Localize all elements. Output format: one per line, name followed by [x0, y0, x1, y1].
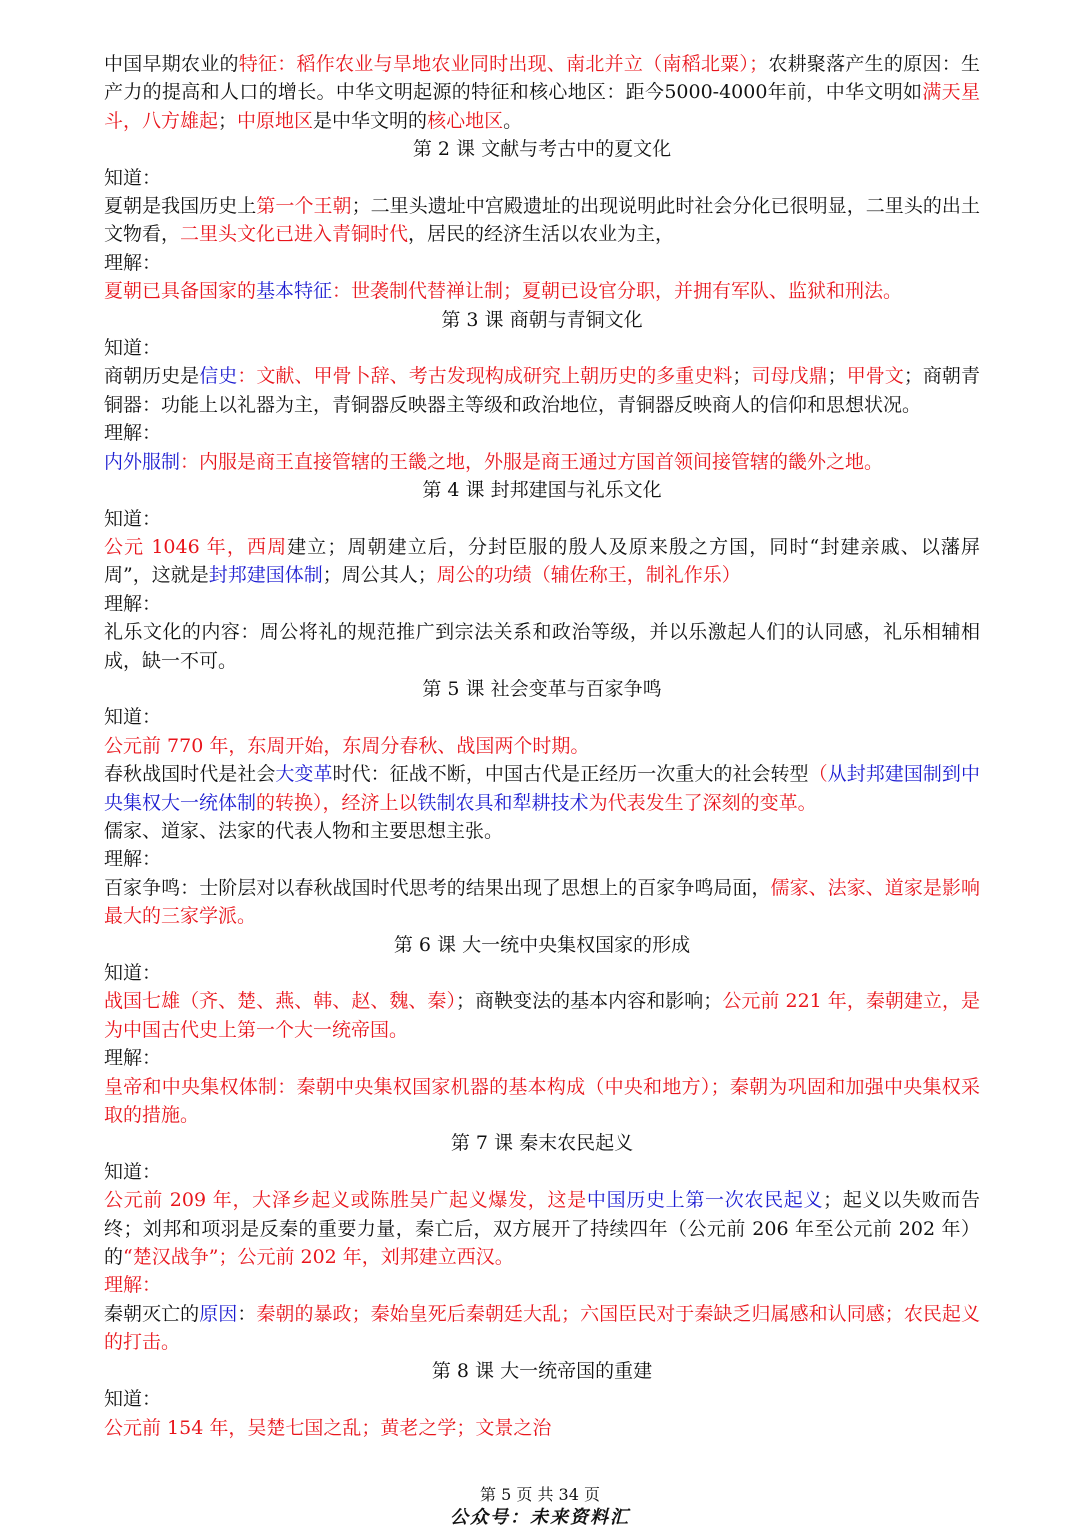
- highlight-red: ：内服是商王直接管辖的王畿之地，外服是商王通过方国首领间接管辖的畿外之地。: [180, 450, 884, 473]
- highlight-blue: 中国历史上第一次农民起义: [586, 1189, 824, 1212]
- text-run: ；: [732, 365, 752, 388]
- highlight-red: 公元前 209 年，大泽乡起义或陈胜吴广起义爆发，这是: [104, 1189, 587, 1212]
- text-run: ；周公其人；: [322, 564, 437, 587]
- highlight-red: 核心地区: [427, 109, 504, 132]
- know-label: 知道：: [104, 706, 162, 729]
- lesson6-know-paragraph: [104, 987, 980, 1044]
- lesson-title: 第 7 课 秦末农民起义: [450, 1132, 634, 1155]
- highlight-red: 为代表发生了深刻的变革。: [588, 791, 817, 814]
- text-run: ；起义以失败而告终；刘邦和项羽是反秦的重要力量，秦亡后，双方展开了持续四年（公元前 206 年至公元前 202 年）的: [104, 1189, 980, 1269]
- text-run: 中国早期农业的: [104, 53, 239, 75]
- highlight-red: 战国七雄（齐、楚、燕、韩、赵、魏、秦）: [104, 990, 456, 1013]
- text-run: 商朝历史是: [104, 365, 200, 388]
- text-run: ：: [237, 1302, 257, 1325]
- understand-label: 理解：: [104, 251, 162, 274]
- text-run: ；商朝青铜器：功能上以礼器为主，青铜器反映器主等级和政治地位，青铜器反映商人的信仰和思想状况。: [104, 365, 980, 416]
- lesson-title: 第 5 课 社会变革与百家争鸣: [422, 677, 662, 700]
- highlight-red: 特征：: [238, 53, 297, 75]
- text-run: ；二里头遗址中宫殿遗址的出现说明此时社会分化已很明显，二里头的出土文物看，: [104, 195, 980, 246]
- highlight-blue: 大变革: [275, 763, 333, 786]
- highlight-red: 周公的功绩（辅佐称王，制礼作乐）: [436, 564, 741, 587]
- know-label: 知道：: [104, 166, 162, 189]
- lesson7-understand-paragraph: [104, 1300, 980, 1357]
- highlight-red: 满天星斗，八方雄起: [104, 81, 980, 132]
- text-run: 。: [503, 109, 523, 132]
- highlight-red: 第一个王朝: [256, 195, 352, 218]
- highlight-red: 秦朝的暴政；秦始皇死后秦朝廷大乱；六国臣民对于秦缺乏归属感和认同感；农民起义的打击。: [104, 1302, 980, 1354]
- know-label: 知道：: [104, 1160, 162, 1183]
- lesson5-understand-paragraph: [104, 874, 980, 931]
- lesson-title: 第 8 课 大一统帝国的重建: [431, 1359, 653, 1382]
- lesson7-know-paragraph: [104, 1186, 980, 1271]
- lesson-title: 第 4 课 封邦建国与礼乐文化: [422, 479, 662, 502]
- text-run: 夏朝是我国历史上: [104, 195, 257, 218]
- know-label: 知道：: [104, 337, 162, 360]
- highlight-red: 司母戊鼎: [751, 365, 828, 388]
- highlight-red: 公元前 221 年，秦朝建立，是为中国古代史上第一个大一统帝国。: [104, 990, 980, 1041]
- understand-label: 理解：: [104, 1047, 162, 1070]
- understand-label: 理解：: [104, 1274, 162, 1297]
- highlight-red: 甲骨文: [846, 365, 904, 388]
- lesson2-know-paragraph: [104, 192, 980, 249]
- document-body: [104, 50, 980, 1442]
- understand-label: 理解：: [104, 592, 162, 615]
- know-label: 知道：: [104, 962, 162, 984]
- text-run: 时代：征战不断，中国古代是正经历一次重大的社会转型: [332, 763, 809, 786]
- lesson5-know-paragraph-2: [104, 760, 980, 817]
- highlight-red: 的转换），: [256, 791, 342, 814]
- footer-brand: 公众号：未来资料汇: [450, 1507, 630, 1528]
- understand-label: 理解：: [104, 422, 162, 445]
- know-label: 知道：: [104, 507, 162, 530]
- lesson2-understand-paragraph: [104, 277, 980, 305]
- lesson4-understand-paragraph: 礼乐文化的内容：周公将礼的规范推广到宗法关系和政治等级，并以乐激起人们的认同感，礼乐相辅相成，缺一不可。: [104, 621, 980, 672]
- highlight-red: 夏朝已具备国家的: [104, 280, 257, 303]
- text-run: ；: [218, 109, 238, 132]
- highlight-blue: 原因: [199, 1302, 238, 1325]
- lesson5-know-paragraph-3: 儒家、道家、法家的代表人物和主要思想主张。: [104, 819, 504, 842]
- text-run: 秦朝灭亡的: [104, 1302, 200, 1325]
- text-run: ；商鞅变法的基本内容和影响；: [455, 990, 723, 1013]
- highlight-blue: 信史: [199, 365, 238, 388]
- page-number: 第 5 页 共 34 页: [480, 1485, 600, 1504]
- highlight-red: 中原地区: [237, 109, 314, 132]
- lesson-title: 第 2 课 文献与考古中的夏文化: [412, 138, 672, 161]
- text-run: 是中华文明的: [313, 109, 428, 132]
- understand-label: 理解：: [104, 848, 162, 871]
- highlight-blue: 从封邦建国制到中央集权大一统体制: [104, 763, 980, 814]
- lesson3-know-paragraph: [104, 362, 980, 419]
- highlight-red: 经济上以: [341, 791, 418, 814]
- lesson6-understand-paragraph: 皇帝和中央集权体制：秦朝中央集权国家机器的基本构成（中央和地方）；秦朝为巩固和加强中央集权采取的措施。: [104, 1075, 980, 1127]
- highlight-red: 稻作农业与旱地农业同时出现、南北并立（南稻北粟）；: [296, 53, 769, 75]
- highlight-blue: 基本特征: [256, 280, 333, 303]
- highlight-red: （: [808, 763, 828, 786]
- highlight-blue: 内外服制: [104, 450, 181, 473]
- know-label: 知道：: [104, 1388, 162, 1411]
- highlight-red: “楚汉战争”；公元前 202 年，刘邦建立西汉。: [123, 1246, 514, 1269]
- lesson3-understand-paragraph: [104, 448, 980, 476]
- text-run: 建立；周朝建立后，分封臣服的殷人及原来殷之方国，同时“封建亲戚、以藩屏周”，这就是: [104, 535, 980, 587]
- lesson5-know-paragraph-1: 公元前 770 年，东周开始，东周分春秋、战国两个时期。: [104, 734, 590, 757]
- text-run: 百家争鸣：士阶层对以春秋战国时代思考的结果出现了思想上的百家争鸣局面，: [104, 876, 771, 899]
- text-run: ，居民的经济生活以农业为主，: [408, 223, 675, 246]
- highlight-red: 二里头文化已进入青铜时代: [180, 223, 409, 246]
- lesson-title: 第 6 课 大一统中央集权国家的形成: [393, 933, 691, 956]
- highlight-red: ：世袭制代替禅让制；夏朝已设官分职，并拥有军队、监狱和刑法。: [332, 280, 903, 303]
- lesson-title: 第 3 课 商朝与青铜文化: [441, 308, 643, 331]
- text-run: ；: [827, 365, 847, 388]
- highlight-blue: 铁制农具和犁耕技术: [417, 791, 589, 814]
- text-run: 农耕聚落产生的原因：生产力的提高和人口的增长。中华文明起源的特征和核心地区：距今5000-4000年前，中华文明如: [104, 53, 980, 104]
- highlight-red: 儒家、法家、道家是影响最大的三家学派。: [104, 876, 980, 928]
- lesson4-know-paragraph: [104, 533, 980, 590]
- text-run: 春秋战国时代是社会: [104, 763, 276, 786]
- lesson8-know-paragraph: 公元前 154 年，吴楚七国之乱；黄老之学；文景之治: [104, 1416, 552, 1439]
- highlight-red: ：文献、甲骨卜辞、考古发现构成研究上朝历史的多重史料: [237, 365, 733, 388]
- intro-paragraph: [104, 50, 980, 135]
- highlight-red: 公元 1046 年，西周: [104, 535, 288, 558]
- highlight-blue: 封邦建国体制: [208, 564, 323, 587]
